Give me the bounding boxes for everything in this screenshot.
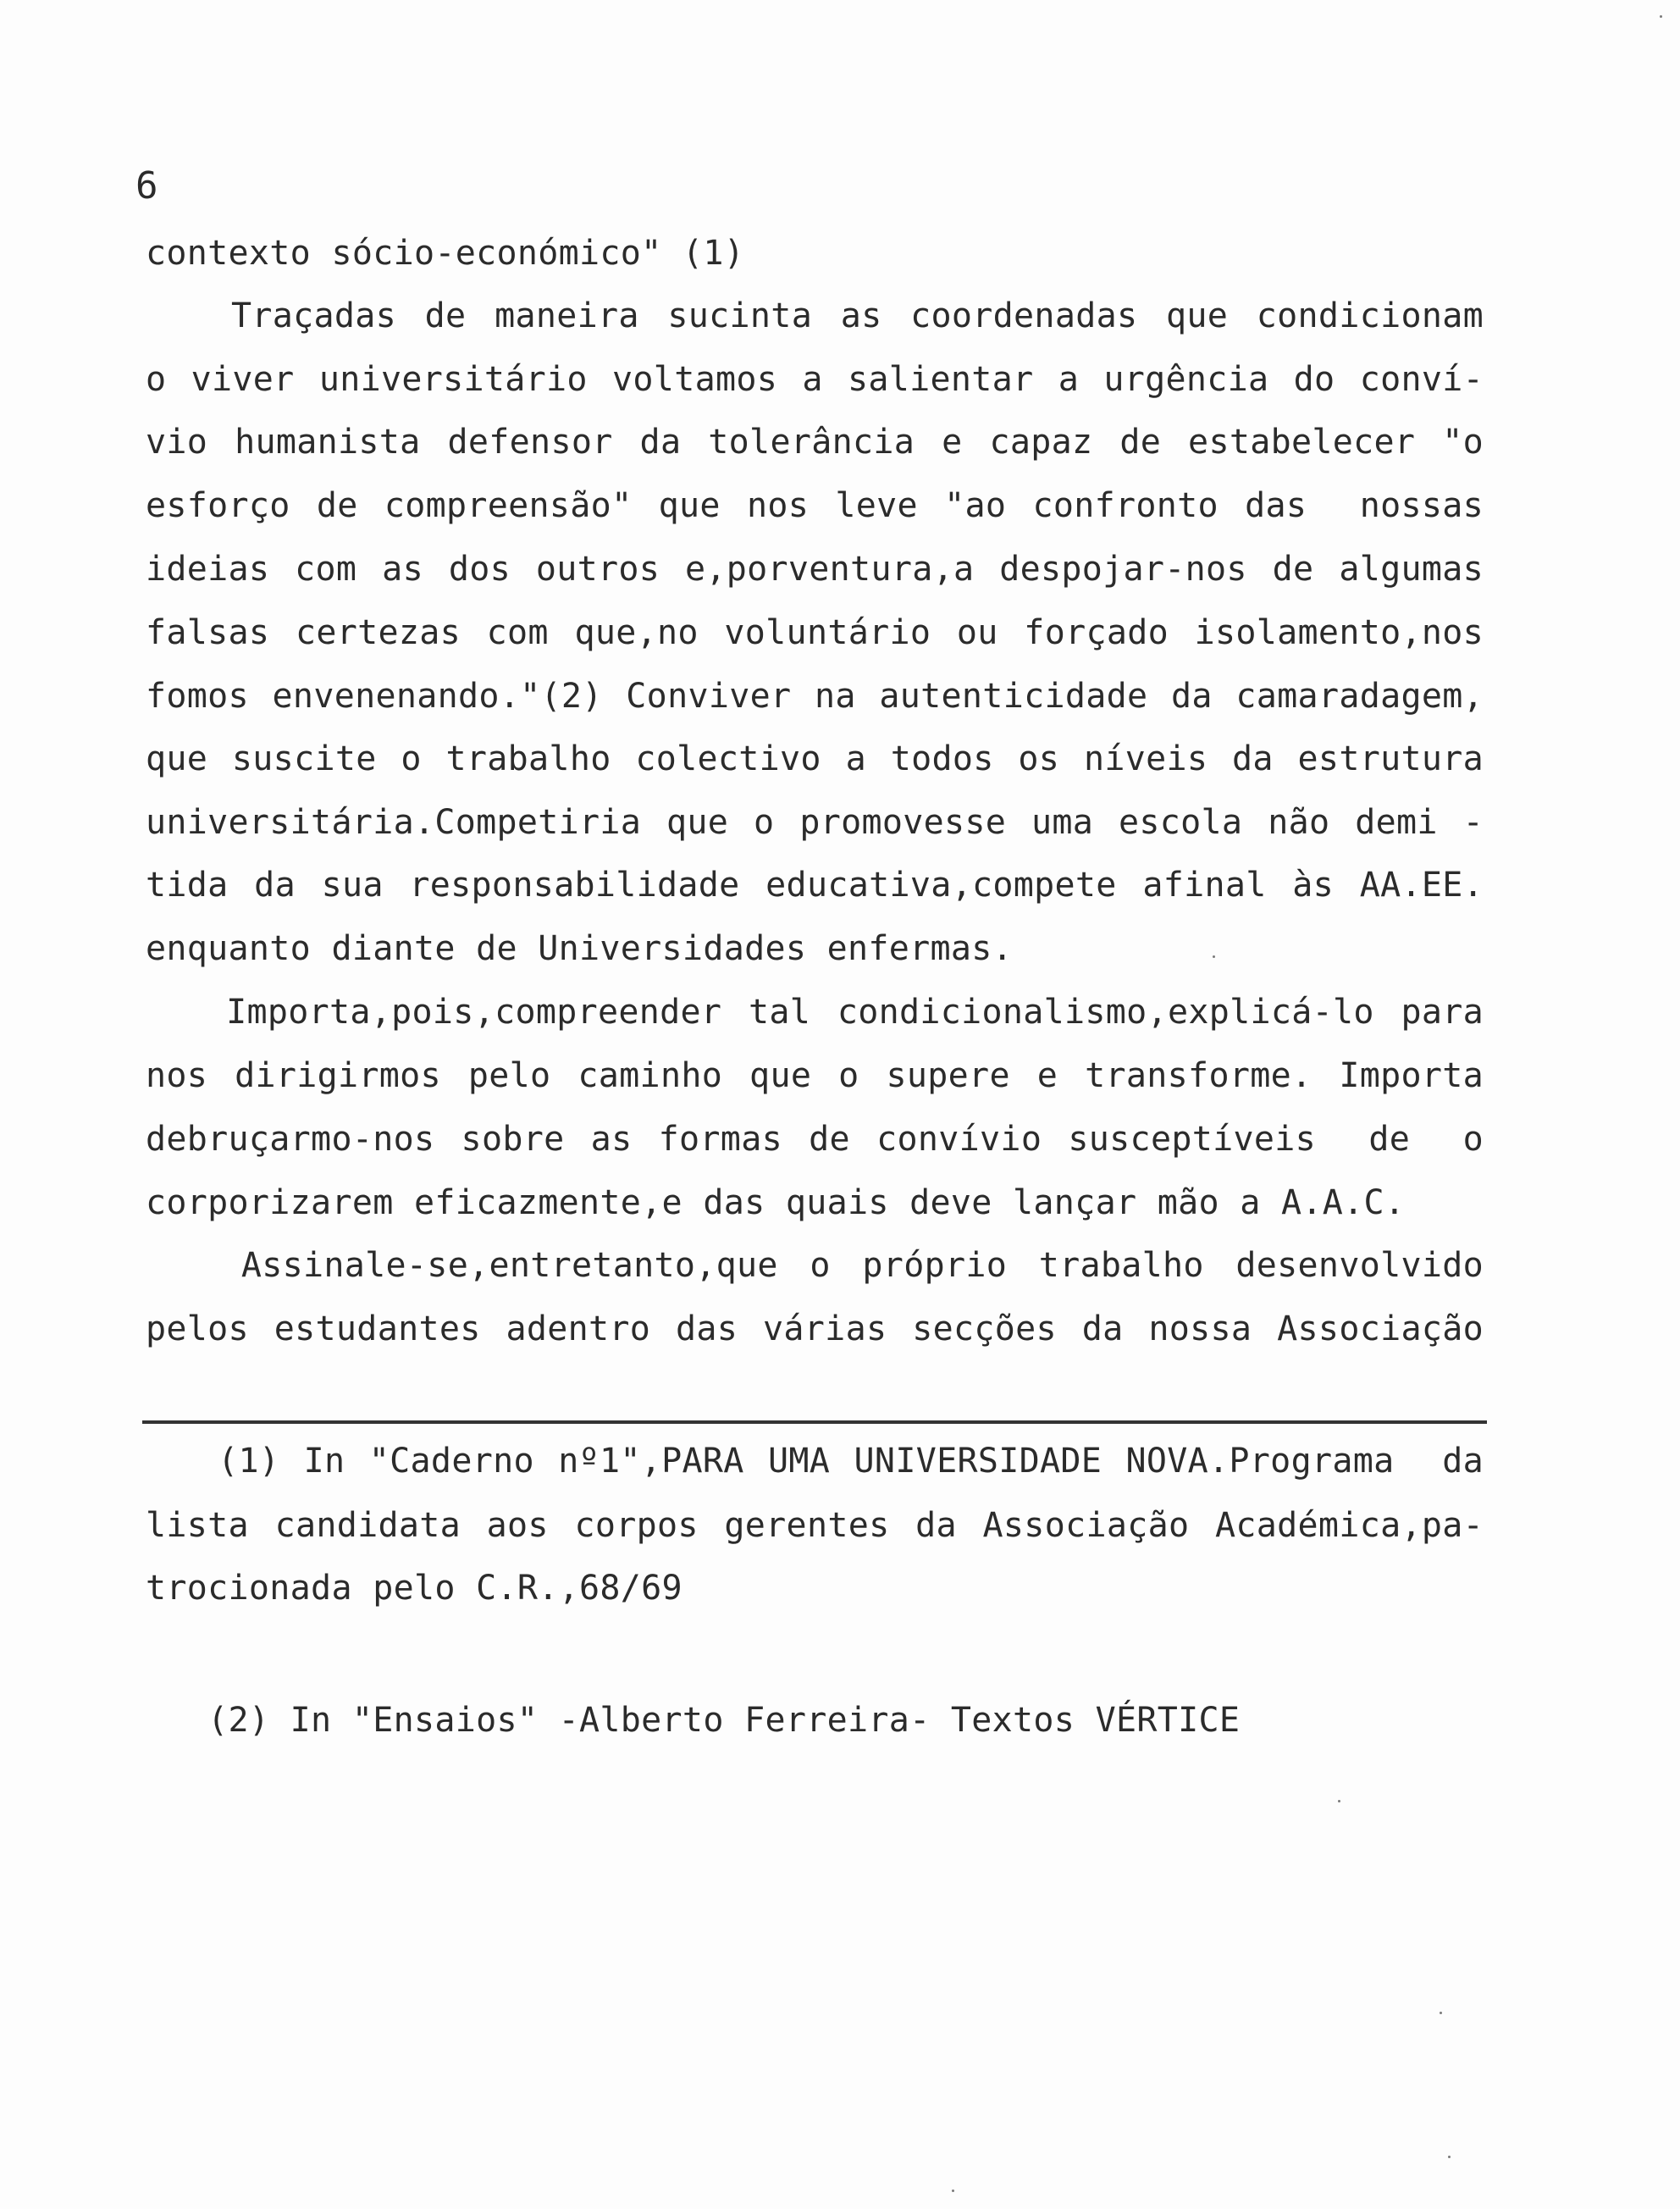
body-line: falsas certezas com que,no voluntário ou forçado isolamento,nos <box>146 613 1484 652</box>
body-line: Assinale-se,entretanto,que o próprio trabalho desenvolvido <box>146 1246 1484 1285</box>
footnote-separator-rule <box>142 1420 1487 1424</box>
body-line: vio humanista defensor da tolerância e capaz de estabelecer "o <box>146 423 1484 462</box>
body-line: contexto sócio-económico" (1) <box>146 234 745 273</box>
footnote-line: (2) In "Ensaios" -Alberto Ferreira- Textos VÉRTICE <box>146 1701 1241 1740</box>
body-line: pelos estudantes adentro das várias secções da nossa Associação <box>146 1309 1484 1348</box>
scan-speck <box>1660 15 1662 18</box>
body-line: debruçarmo-nos sobre as formas de convívio susceptíveis de o <box>146 1120 1484 1159</box>
scan-speck <box>1338 1800 1340 1802</box>
body-line: corporizarem eficazmente,e das quais deve lançar mão a A.A.C. <box>146 1183 1406 1222</box>
scan-speck <box>1448 2156 1451 2158</box>
body-line: enquanto diante de Universidades enfermas. <box>146 929 1014 968</box>
body-line: Importa,pois,compreender tal condicionalismo,explicá-lo para <box>146 993 1484 1032</box>
body-line: nos dirigirmos pelo caminho que o supere e transforme. Importa <box>146 1056 1484 1095</box>
footnote-line: lista candidata aos corpos gerentes da Associação Académica,pa- <box>146 1506 1484 1545</box>
body-line: universitária.Competiria que o promovesse uma escola não demi - <box>146 803 1484 842</box>
scan-speck <box>952 2190 954 2192</box>
body-line: fomos envenenando."(2) Conviver na autenticidade da camaradagem, <box>146 677 1484 716</box>
scan-speck <box>1213 955 1215 958</box>
footnote-line: trocionada pelo C.R.,68/69 <box>146 1569 682 1608</box>
body-line: que suscite o trabalho colectivo a todos os níveis da estrutura <box>146 739 1484 778</box>
body-line: tida da sua responsabilidade educativa,compete afinal às AA.EE. <box>146 866 1484 905</box>
body-line: Traçadas de maneira sucinta as coordenadas que condicionam <box>146 296 1484 335</box>
body-line: ideias com as dos outros e,porventura,a despojar-nos de algumas <box>146 550 1484 589</box>
scan-speck <box>1440 2012 1442 2014</box>
body-line: o viver universitário voltamos a salientar a urgência do conví- <box>146 360 1484 399</box>
footnote-line: (1) In "Caderno nº1",PARA UMA UNIVERSIDADE NOVA.Programa da <box>146 1442 1484 1481</box>
page-number: 6 <box>135 164 158 208</box>
body-line: esforço de compreensão" que nos leve "ao confronto das nossas <box>146 486 1484 525</box>
